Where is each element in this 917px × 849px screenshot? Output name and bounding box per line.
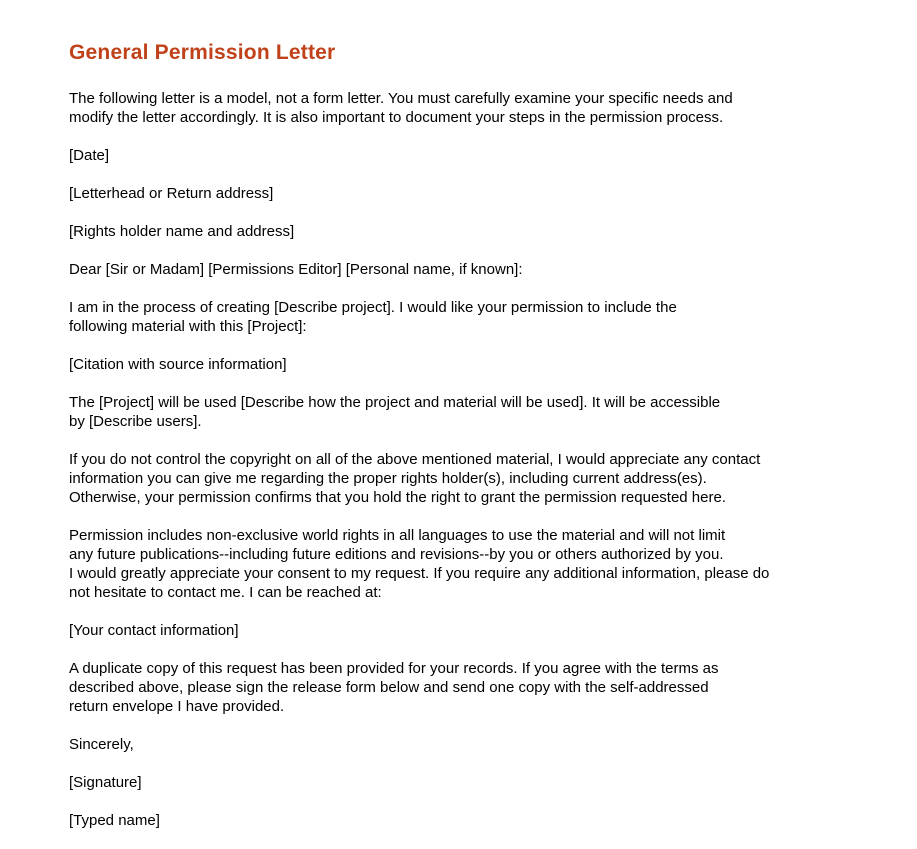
rights-line: any future publications--including future editions and revisions--by you or others authorized by you. [69, 546, 724, 563]
copyright-paragraph [69, 450, 869, 507]
intro-line: The following letter is a model, not a form letter. You must carefully examine your specific needs and [69, 90, 733, 107]
copyright-line: If you do not control the copyright on all of the above mentioned material, I would appreciate any contact [69, 451, 761, 468]
letter-document [69, 40, 869, 849]
rights-paragraph [69, 526, 869, 602]
intro-line: modify the letter accordingly. It is also important to document your steps in the permission process. [69, 109, 724, 126]
salutation: Dear [Sir or Madam] [Permissions Editor] [Personal name, if known]: [69, 261, 523, 278]
duplicate-line: return envelope I have provided. [69, 698, 285, 715]
usage-line: by [Describe users]. [69, 413, 202, 430]
rights-line: Permission includes non-exclusive world rights in all languages to use the material and will not limit [69, 527, 726, 544]
letterhead-placeholder: [Letterhead or Return address] [69, 185, 274, 202]
request-line: following material with this [Project]: [69, 318, 307, 335]
usage-line: The [Project] will be used [Describe how the project and material will be used]. It will be accessible [69, 394, 721, 411]
rights-holder-placeholder: [Rights holder name and address] [69, 223, 295, 240]
citation-placeholder: [Citation with source information] [69, 356, 287, 373]
duplicate-line: A duplicate copy of this request has been provided for your records. If you agree with the terms as [69, 660, 719, 677]
usage-paragraph [69, 393, 869, 431]
duplicate-line: described above, please sign the release form below and send one copy with the self-addressed [69, 679, 709, 696]
rights-line: not hesitate to contact me. I can be reached at: [69, 584, 382, 601]
signature-placeholder: [Signature] [69, 774, 142, 791]
intro-paragraph [69, 89, 869, 127]
request-line: I am in the process of creating [Describe project]. I would like your permission to include the [69, 299, 677, 316]
date-placeholder: [Date] [69, 147, 110, 164]
typed-name-placeholder: [Typed name] [69, 812, 160, 829]
duplicate-paragraph [69, 659, 869, 716]
request-paragraph [69, 298, 869, 336]
rights-line: I would greatly appreciate your consent to my request. If you require any additional information, please do [69, 565, 770, 582]
closing: Sincerely, [69, 736, 134, 753]
copyright-line: Otherwise, your permission confirms that you hold the right to grant the permission requested here. [69, 489, 726, 506]
contact-placeholder: [Your contact information] [69, 622, 239, 639]
copyright-line: information you can give me regarding the proper rights holder(s), including current address(es). [69, 470, 707, 487]
page-title: General Permission Letter [69, 41, 336, 64]
